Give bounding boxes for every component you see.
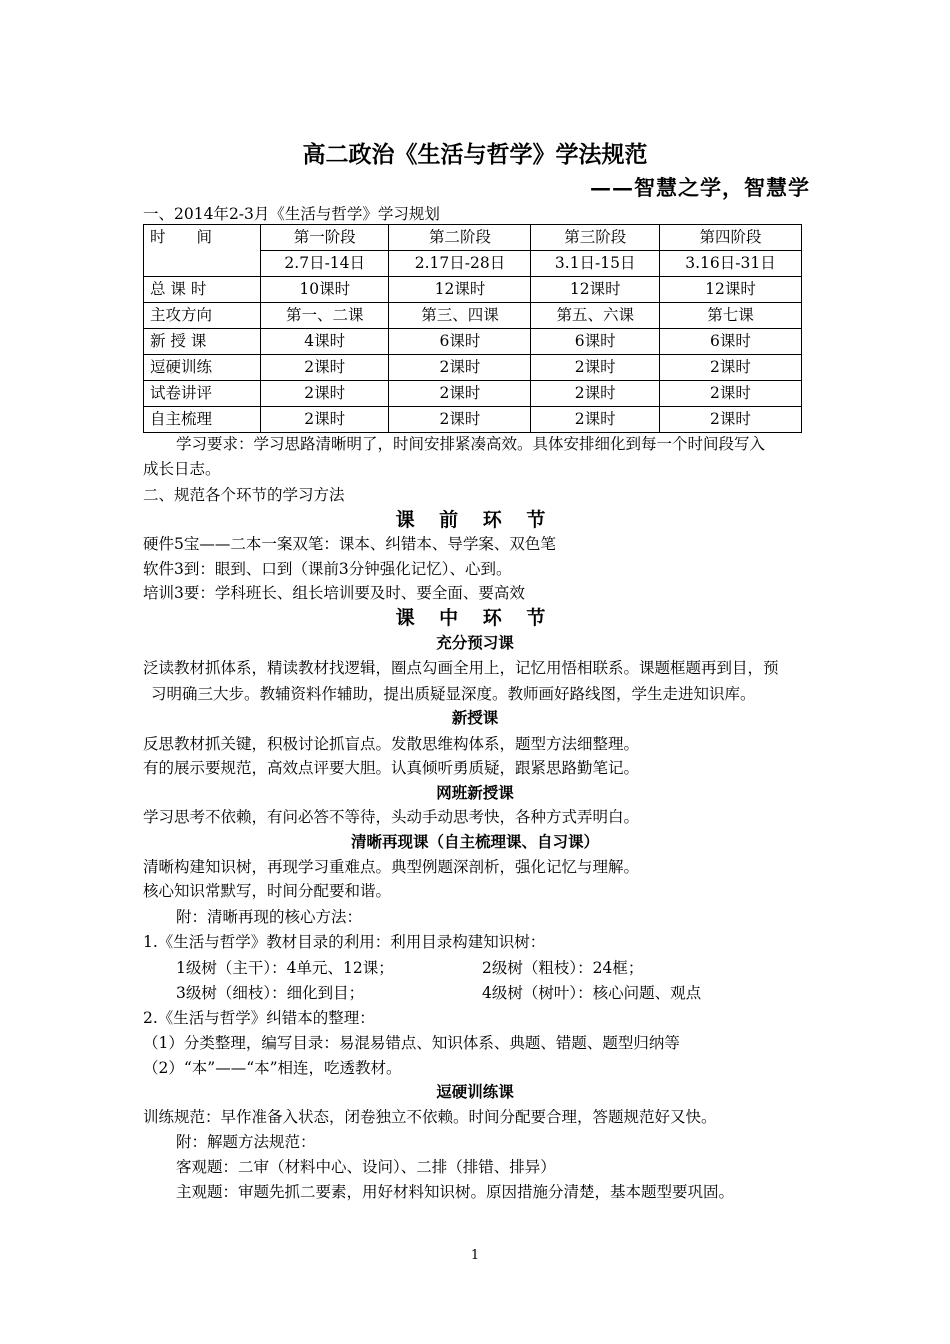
table-cell: 6课时 [659,329,801,355]
table-cell: 2课时 [531,407,659,433]
table-cell: 2课时 [261,407,389,433]
subjective-method: 主观题：审题先抓二要素，用好材料知识树。原因措施分清楚，基本题型要巩固。 [176,1183,735,1201]
table-row [144,381,802,407]
method-2-item-2: （2）“本”——“本”相连，吃透教材。 [143,1059,402,1077]
table-header-row [144,225,802,251]
date-stage-3: 3.1日-15日 [531,251,659,277]
date-stage-1: 2.7日-14日 [261,251,389,277]
table-cell: 2课时 [389,407,531,433]
method-2-item-1: （1）分类整理，编写目录：易混易错点、知识体系、典题、错题、题型归纳等 [143,1034,680,1052]
method-1: 1.《生活与哲学》教材目录的利用：利用目录构建知识树： [143,933,546,951]
table-cell: 2课时 [659,381,801,407]
online-lesson-heading: 网班新授课 [436,783,514,802]
requirement-line-2: 成长日志。 [143,460,221,478]
new-lesson-heading: 新授课 [451,708,499,727]
table-row [144,407,802,433]
tree-level-1: 1级树（主干）：4单元、12课； [176,959,394,977]
table-row [144,277,802,303]
preview-line-2: 习明确三大步。教辅资料作辅助，提出质疑显深度。教师画好路线图，学生走进知识库。 [151,685,756,703]
tree-level-3: 3级树（细枝）：细化到目； [176,984,365,1002]
table-cell: 第一、二课 [261,303,389,329]
table-cell: 2课时 [531,381,659,407]
drill-line-1: 训练规范：早作准备入状态，闭卷独立不依赖。时间分配要合理，答题规范好又快。 [143,1108,717,1126]
table-cell: 2课时 [261,381,389,407]
table-cell: 12课时 [531,277,659,303]
header-stage-1: 第一阶段 [261,225,389,251]
header-stage-2: 第二阶段 [389,225,531,251]
table-cell: 2课时 [531,355,659,381]
table-cell: 6课时 [531,329,659,355]
header-stage-3: 第三阶段 [531,225,659,251]
drill-heading: 逗硬训练课 [436,1082,514,1101]
pre-class-line-1: 硬件5宝——二本一案双笔：课本、纠错本、导学案、双色笔 [143,535,556,553]
table-cell: 6课时 [389,329,531,355]
tree-level-2: 2级树（粗枝）：24框； [482,959,644,977]
table-cell: 12课时 [389,277,531,303]
review-lesson-heading: 清晰再现课（自主梳理课、自习课） [350,832,599,851]
table-cell: 第五、六课 [531,303,659,329]
table-cell: 第七课 [659,303,801,329]
table-cell: 10课时 [261,277,389,303]
row-label: 逗硬训练 [144,355,261,381]
page-number: 1 [470,1248,480,1263]
table-cell: 2课时 [659,407,801,433]
page-subtitle: ——智慧之学，智慧学 [590,175,810,200]
objective-method: 客观题：二审（材料中心、设问）、二排（排错、排异） [176,1158,556,1176]
table-cell: 2课时 [389,381,531,407]
page-title: 高二政治《生活与哲学》学法规范 [302,141,648,168]
row-label: 自主梳理 [144,407,261,433]
tree-level-4: 4级树（树叶）：核心问题、观点 [482,984,702,1002]
table-cell: 4课时 [261,329,389,355]
row-label: 试卷讲评 [144,381,261,407]
date-stage-4: 3.16日-31日 [659,251,801,277]
table-row [144,303,802,329]
requirement-line-1: 学习要求：学习思路清晰明了，时间安排紧凑高效。具体安排细化到每一个时间段写入 [176,435,766,453]
pre-class-heading: 课 前 环 节 [395,509,555,531]
review-line-1: 清晰构建知识树，再现学习重难点。典型例题深剖析，强化记忆与理解。 [143,858,640,876]
method-2: 2.《生活与哲学》纠错本的整理： [143,1009,375,1027]
online-lesson-line-1: 学习思考不依赖，有问必答不等待，头动手动思考快，各种方式弄明白。 [143,808,640,826]
in-class-heading: 课 中 环 节 [395,607,555,629]
table-cell: 第三、四课 [389,303,531,329]
row-label: 总 课 时 [144,277,261,303]
study-plan-table [143,224,802,433]
pre-class-line-2: 软件3到：眼到、口到（课前3分钟强化记忆）、心到。 [143,560,512,578]
review-line-2: 核心知识常默写，时间分配要和谐。 [143,882,392,900]
appendix-2: 附：解题方法规范： [176,1133,316,1151]
table-row [144,329,802,355]
appendix-1: 附：清晰再现的核心方法： [176,908,363,926]
table-cell: 2课时 [261,355,389,381]
header-time-cell: 时 间 [144,225,261,277]
date-stage-2: 2.17日-28日 [389,251,531,277]
table-cell: 2课时 [389,355,531,381]
table-cell: 12课时 [659,277,801,303]
header-stage-4: 第四阶段 [659,225,801,251]
section2-heading: 二、规范各个环节的学习方法 [143,486,345,504]
pre-class-line-3: 培训3要：学科班长、组长培训要及时、要全面、要高效 [143,584,525,602]
table-cell: 2课时 [659,355,801,381]
preview-heading: 充分预习课 [436,633,514,652]
preview-line-1: 泛读教材抓体系，精读教材找逻辑，圈点勾画全用上，记忆用悟相联系。课题框题再到目，预 [143,659,779,677]
table-row [144,355,802,381]
new-lesson-line-1: 反思教材抓关键，积极讨论抓盲点。发散思维构体系，题型方法细整理。 [143,735,640,753]
row-label: 新 授 课 [144,329,261,355]
section1-heading: 一、2014年2-3月《生活与哲学》学习规划 [143,205,440,223]
row-label: 主攻方向 [144,303,261,329]
new-lesson-line-2: 有的展示要规范，高效点评要大胆。认真倾听勇质疑，跟紧思路勤笔记。 [143,759,640,777]
